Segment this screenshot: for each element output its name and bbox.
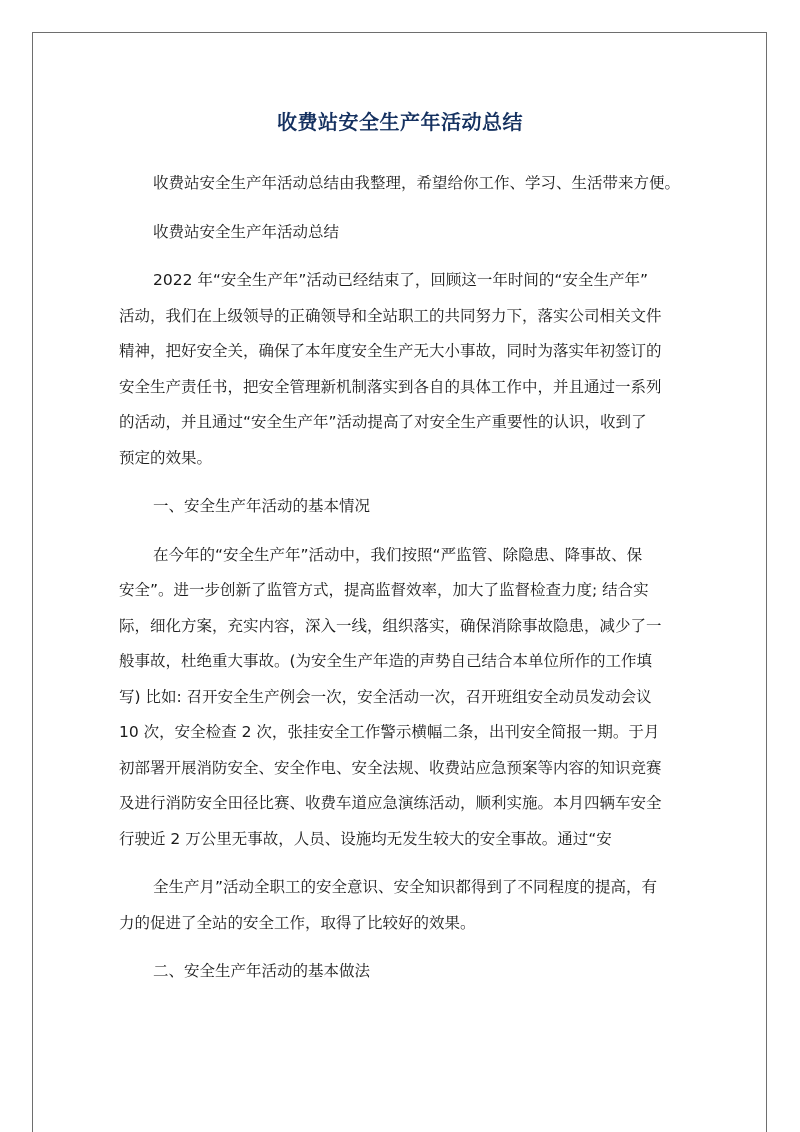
document-title: 收费站安全生产年活动总结: [277, 110, 523, 134]
paragraph-intro: [119, 166, 689, 202]
text-line: 写) 比如: 召开安全生产例会一次，安全活动一次，召开班组安全动员发动会议: [119, 687, 652, 706]
text-line: 全生产月”活动全职工的安全意识、安全知识都得到了不同程度的提高，有: [153, 878, 658, 896]
text-line: 安全生产责任书，把安全管理新机制落实到各自的具体工作中，并且通过一系列: [119, 377, 662, 396]
text-line: 及进行消防安全田径比赛、收费车道应急演练活动，顺利实施。本月四辆车安全: [119, 794, 662, 812]
paragraph-situation: [119, 538, 689, 858]
text-line: 活动，我们在上级领导的正确领导和全站职工的共同努力下，落实公司相关文件: [119, 306, 662, 325]
text-line: 收费站安全生产年活动总结由我整理，希望给你工作、学习、生活带来方便。: [153, 174, 681, 192]
paragraph-results: [119, 870, 689, 941]
text-line: 精神，把好安全关，确保了本年度安全生产无大小事故，同时为落实年初签订的: [119, 342, 662, 360]
text-line: 般事故，杜绝重大事故。(为安全生产年造的声势自己结合本单位所作的工作填: [119, 652, 653, 670]
document-body: [119, 166, 689, 1003]
text-line: 初部署开展消防安全、安全作电、安全法规、收费站应急预案等内容的知识竞赛: [119, 758, 662, 777]
paragraph-overview: [119, 263, 689, 476]
text-line: 收费站安全生产年活动总结: [153, 222, 340, 241]
text-line: 行驶近 2 万公里无事故，人员、设施均无发生较大的安全事故。通过“安: [119, 829, 612, 848]
text-line: 10 次，安全检查 2 次，张挂安全工作警示横幅二条，出刊安全简报一期。于月: [119, 723, 660, 741]
text-line: 预定的效果。: [119, 448, 213, 467]
text-line: 力的促进了全站的安全工作，取得了比较好的效果。: [119, 913, 476, 932]
text-line: 在今年的“安全生产年”活动中，我们按照“严监管、除隐患、降事故、保: [153, 545, 643, 564]
section-heading-1: [119, 489, 689, 525]
text-line: 际，细化方案，充实内容，深入一线，组织落实，确保消除事故隐患，减少了一: [119, 616, 662, 635]
text-line: 二、安全生产年活动的基本做法: [153, 962, 371, 980]
section-heading-2: [119, 954, 689, 990]
text-line: 安全”。进一步创新了监管方式，提高监督效率，加大了监督检查力度; 结合实: [119, 581, 649, 599]
paragraph-subtitle: [119, 215, 689, 251]
text-line: 一、安全生产年活动的基本情况: [153, 497, 371, 515]
text-line: 的活动，并且通过“安全生产年”活动提高了对安全生产重要性的认识，收到了: [119, 413, 647, 431]
text-line: 2022 年“安全生产年”活动已经结束了，回顾这一年时间的“安全生产年”: [153, 271, 648, 289]
